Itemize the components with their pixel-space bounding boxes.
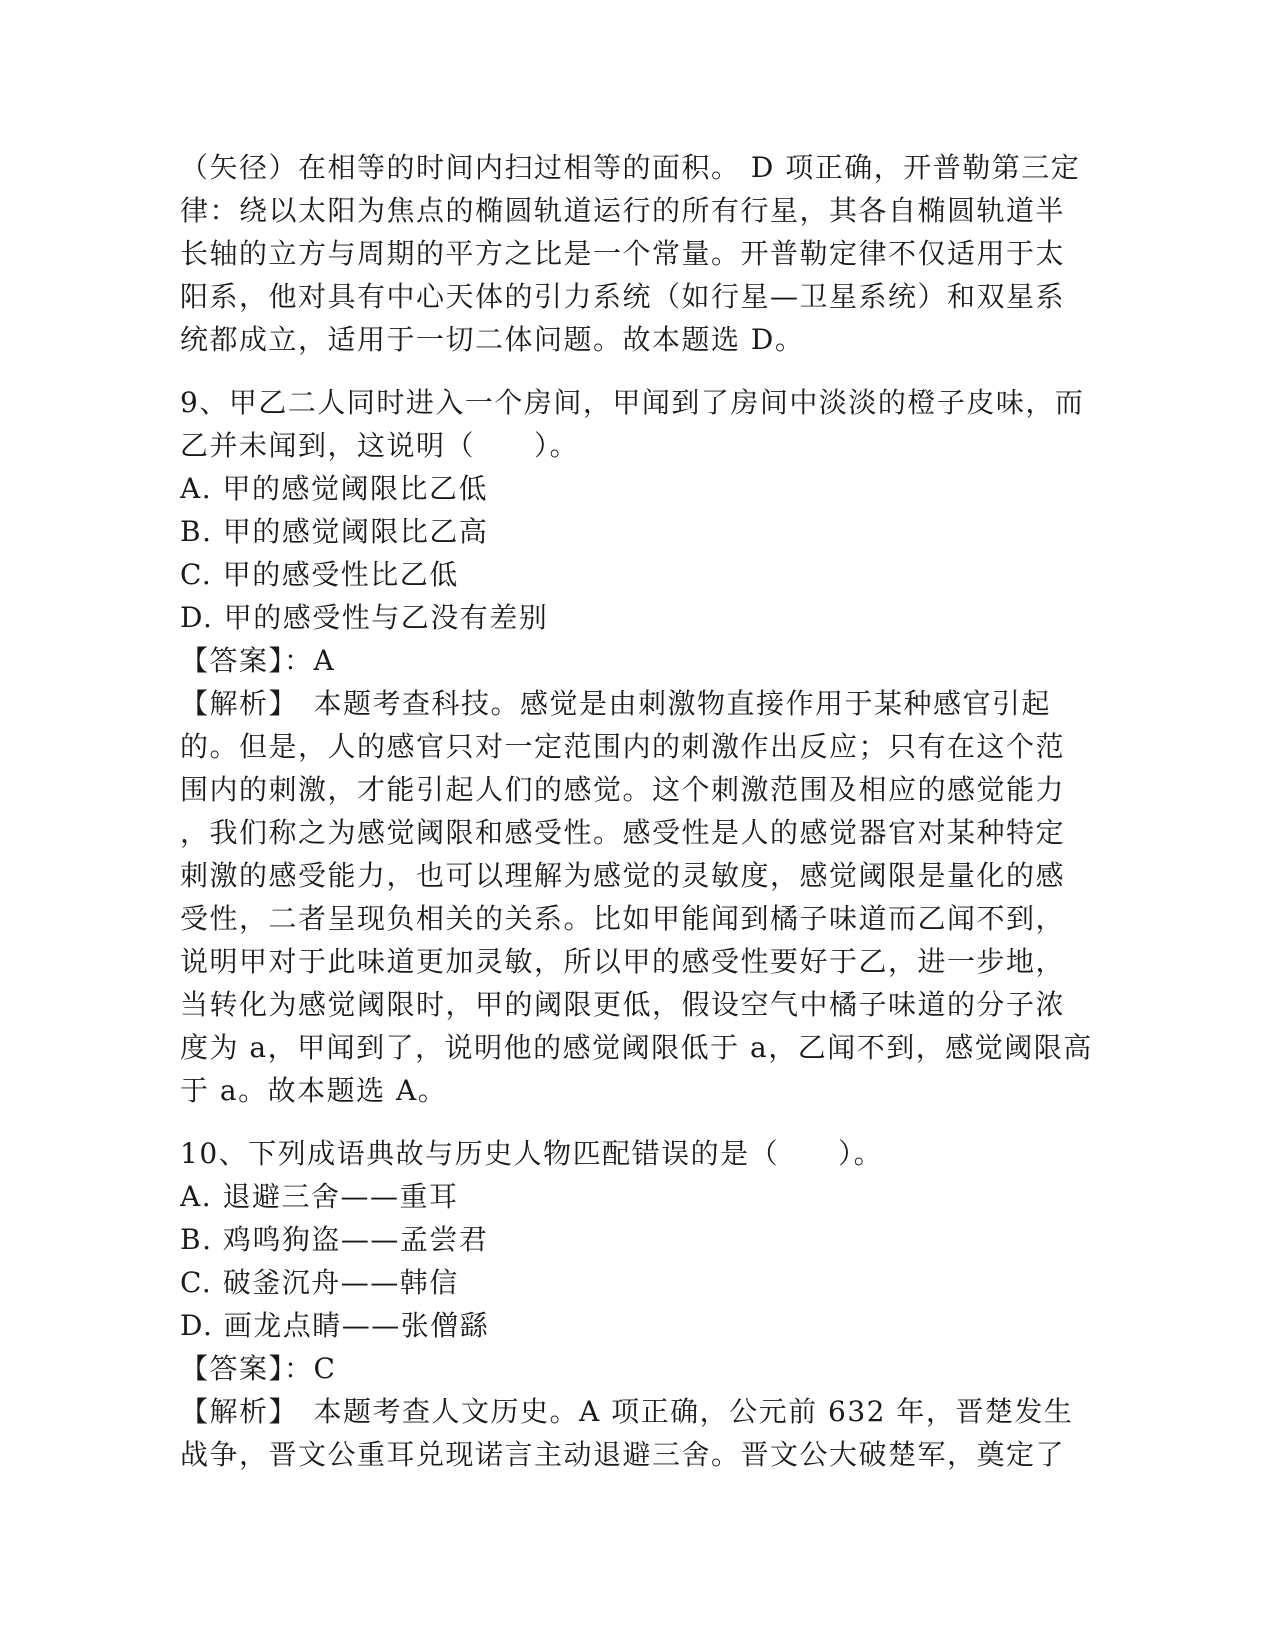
question-10-analysis-line: 战争，晋文公重耳兑现诺言主动退避三舍。晋文公大破楚军，奠定了 <box>180 1438 1066 1471</box>
question-9-analysis-line: 于 a。故本题选 A。 <box>180 1074 448 1107</box>
question-9-analysis-line: 说明甲对于此味道更加灵敏，所以甲的感受性要好于乙，进一步地， <box>180 945 1066 978</box>
intro-paragraph <box>180 146 1080 361</box>
intro-line: （矢径）在相等的时间内扫过相等的面积。 D 项正确，开普勒第三定 <box>180 151 1081 184</box>
question-9-analysis-line: 【解析】 本题考查科技。感觉是由刺激物直接作用于某种感官引起 <box>180 687 1052 720</box>
question-9-analysis-line: 的。但是，人的感官只对一定范围内的刺激作出反应；只有在这个范 <box>180 730 1066 763</box>
question-9-text: 乙并未闻到，这说明（ ）。 <box>180 429 580 462</box>
question-9-analysis-line: 受性，二者呈现负相关的关系。比如甲能闻到橘子味道而乙闻不到， <box>180 902 1066 935</box>
question-10-option-b: B. 鸡鸣狗盗——孟尝君 <box>180 1223 489 1256</box>
question-9-analysis-line: ，我们称之为感觉阈限和感受性。感受性是人的感觉器官对某种特定 <box>180 816 1066 849</box>
question-9-option-a: A. 甲的感觉阈限比乙低 <box>180 472 489 505</box>
intro-line: 统都成立，适用于一切二体问题。故本题选 D。 <box>180 323 805 356</box>
question-9-answer: 【答案】：A <box>180 644 336 677</box>
question-9-analysis-line: 度为 a，甲闻到了，说明他的感觉阈限低于 a，乙闻不到，感觉阈限高 <box>180 1031 1093 1064</box>
question-10-option-c: C. 破釜沉舟——韩信 <box>180 1266 459 1299</box>
question-9-option-d: D. 甲的感受性与乙没有差别 <box>180 601 549 634</box>
question-9-option-c: C. 甲的感受性比乙低 <box>180 558 459 591</box>
question-10 <box>180 1132 1080 1476</box>
intro-line: 阳系，他对具有中心天体的引力系统（如行星—卫星系统）和双星系 <box>180 280 1066 313</box>
question-10-answer: 【答案】：C <box>180 1352 337 1385</box>
question-9-analysis-line: 当转化为感觉阈限时，甲的阈限更低，假设空气中橘子味道的分子浓 <box>180 988 1066 1021</box>
question-9-option-b: B. 甲的感觉阈限比乙高 <box>180 515 489 548</box>
question-10-option-d: D. 画龙点睛——张僧繇 <box>180 1309 490 1342</box>
document-page <box>180 146 1093 1476</box>
intro-line: 律：绕以太阳为焦点的椭圆轨道运行的所有行星，其各自椭圆轨道半 <box>180 194 1066 227</box>
question-10-option-a: A. 退避三舍——重耳 <box>180 1180 459 1213</box>
question-9-analysis-line: 刺激的感受能力，也可以理解为感觉的灵敏度，感觉阈限是量化的感 <box>180 859 1066 892</box>
question-9-analysis-line: 围内的刺激，才能引起人们的感觉。这个刺激范围及相应的感觉能力 <box>180 773 1066 806</box>
intro-line: 长轴的立方与周期的平方之比是一个常量。开普勒定律不仅适用于太 <box>180 237 1066 270</box>
question-9 <box>180 381 1093 1112</box>
paragraph-gap <box>180 361 1080 381</box>
question-10-analysis-line: 【解析】 本题考查人文历史。A 项正确，公元前 632 年，晋楚发生 <box>180 1395 1074 1428</box>
question-9-text: 9、甲乙二人同时进入一个房间，甲闻到了房间中淡淡的橙子皮味，而 <box>180 386 1085 419</box>
paragraph-gap <box>180 1112 1080 1132</box>
question-10-text: 10、下列成语典故与历史人物匹配错误的是（ ）。 <box>180 1137 884 1170</box>
